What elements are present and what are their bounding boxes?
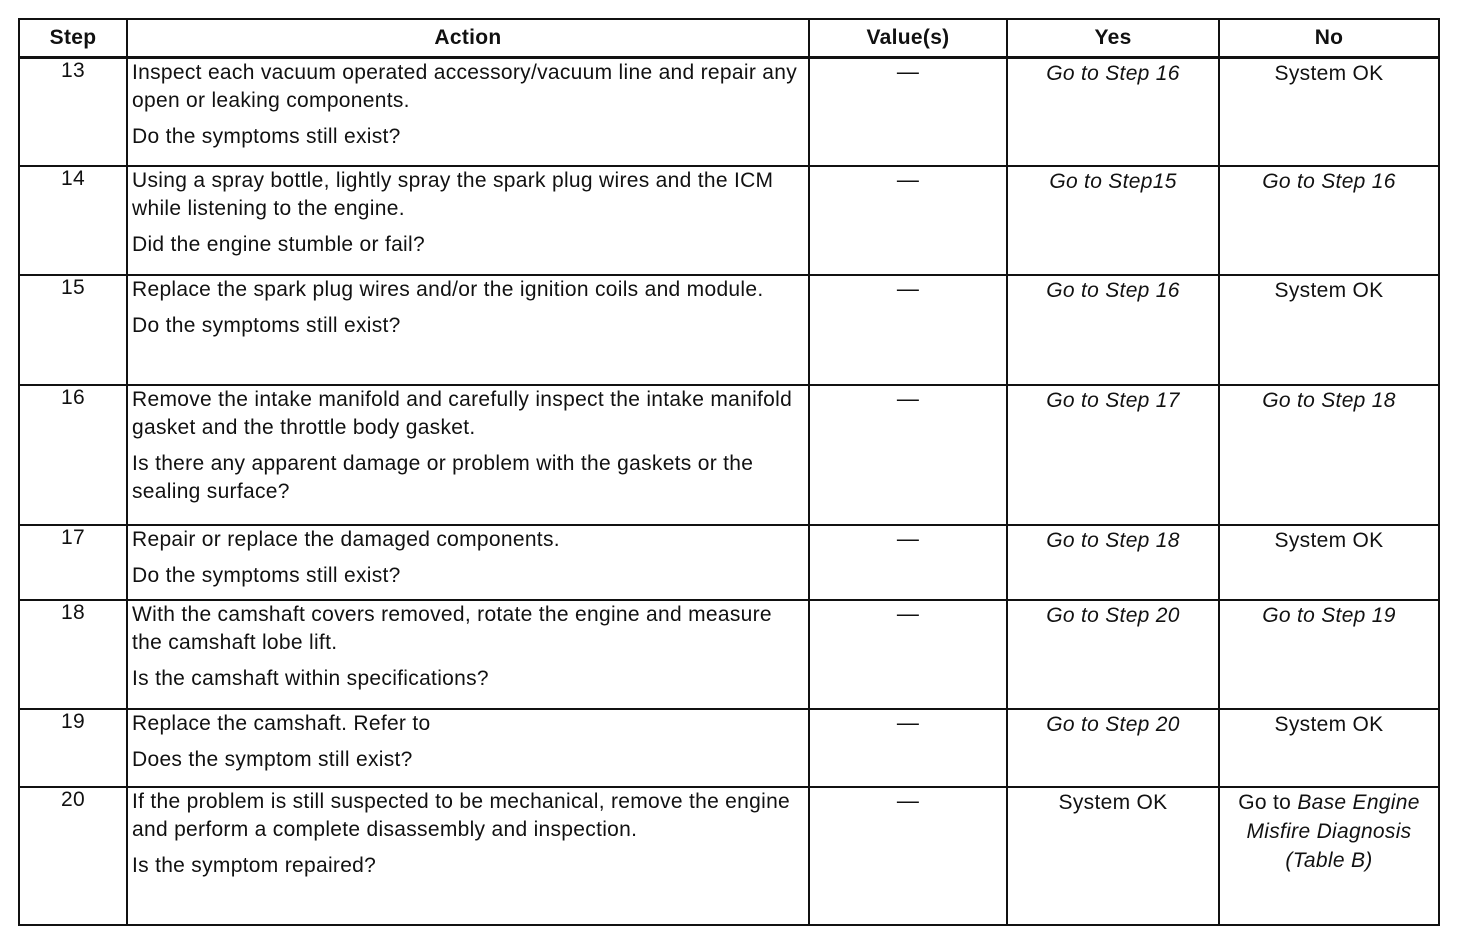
no-cell-reference: Base Engine Misfire Diagnosis (Table B) (1246, 790, 1420, 872)
header-no: No (1219, 19, 1439, 58)
action-text: Replace the spark plug wires and/or the ignition coils and module. (132, 277, 764, 301)
value-cell: — (809, 525, 1007, 600)
header-action: Action (127, 19, 809, 58)
action-cell (127, 166, 809, 275)
action-question: Is there any apparent damage or problem with the gaskets or the sealing surface? (132, 451, 754, 503)
value-cell: — (809, 385, 1007, 525)
step-number: 20 (19, 787, 127, 925)
table-row (19, 525, 1439, 600)
action-cell (127, 600, 809, 709)
action-text: Using a spray bottle, lightly spray the spark plug wires and the ICM while listening to the engine. (132, 168, 774, 220)
no-cell: System OK (1219, 525, 1439, 600)
value-cell: — (809, 600, 1007, 709)
value-cell: — (809, 166, 1007, 275)
yes-cell: Go to Step15 (1007, 166, 1219, 275)
value-cell: — (809, 275, 1007, 385)
no-cell: Go to Step 18 (1219, 385, 1439, 525)
no-cell: System OK (1219, 275, 1439, 385)
action-cell (127, 709, 809, 787)
yes-cell: Go to Step 20 (1007, 600, 1219, 709)
action-text: Repair or replace the damaged components. (132, 527, 560, 551)
action-question: Is the camshaft within specifications? (132, 666, 489, 690)
header-step: Step (19, 19, 127, 58)
table-row (19, 709, 1439, 787)
action-question: Do the symptoms still exist? (132, 125, 401, 148)
value-cell: — (809, 709, 1007, 787)
action-text: Inspect each vacuum operated accessory/vacuum line and repair any open or leaking components. (132, 61, 798, 112)
no-cell (1219, 787, 1439, 925)
table-row (19, 385, 1439, 525)
table-row (19, 275, 1439, 385)
no-cell: Go to Step 16 (1219, 166, 1439, 275)
action-question: Do the symptoms still exist? (132, 563, 401, 587)
step-number: 17 (19, 525, 127, 600)
action-cell (127, 385, 809, 525)
action-cell (127, 787, 809, 925)
action-cell (127, 58, 809, 166)
value-cell: — (809, 58, 1007, 166)
yes-cell: Go to Step 16 (1007, 58, 1219, 166)
action-text: If the problem is still suspected to be mechanical, remove the engine and perform a complete disassembly and inspection. (132, 789, 791, 841)
yes-cell: Go to Step 17 (1007, 385, 1219, 525)
diagnostic-table (18, 18, 1440, 926)
yes-cell: Go to Step 18 (1007, 525, 1219, 600)
step-number: 15 (19, 275, 127, 385)
action-text: Replace the camshaft. Refer to (132, 711, 431, 735)
step-number: 16 (19, 385, 127, 525)
no-cell: Go to Step 19 (1219, 600, 1439, 709)
header-values: Value(s) (809, 19, 1007, 58)
action-text: With the camshaft covers removed, rotate the engine and measure the camshaft lobe lift. (132, 602, 772, 654)
no-cell: System OK (1219, 58, 1439, 166)
step-number: 18 (19, 600, 127, 709)
header-row (19, 19, 1439, 58)
step-number: 19 (19, 709, 127, 787)
step-number: 13 (19, 58, 127, 166)
table-row (19, 600, 1439, 709)
action-question: Is the symptom repaired? (132, 853, 377, 877)
no-cell: System OK (1219, 709, 1439, 787)
header-yes: Yes (1007, 19, 1219, 58)
table-row (19, 787, 1439, 925)
table-row (19, 166, 1439, 275)
action-text: Remove the intake manifold and carefully inspect the intake manifold gasket and the throttle body gasket. (132, 387, 793, 439)
yes-cell: System OK (1007, 787, 1219, 925)
action-cell (127, 525, 809, 600)
action-question: Does the symptom still exist? (132, 747, 413, 771)
table-row (19, 58, 1439, 166)
no-cell-prefix: Go to (1238, 790, 1292, 814)
value-cell: — (809, 787, 1007, 925)
yes-cell: Go to Step 20 (1007, 709, 1219, 787)
step-number: 14 (19, 166, 127, 275)
action-cell (127, 275, 809, 385)
yes-cell: Go to Step 16 (1007, 275, 1219, 385)
action-question: Do the symptoms still exist? (132, 313, 401, 337)
action-question: Did the engine stumble or fail? (132, 232, 425, 256)
